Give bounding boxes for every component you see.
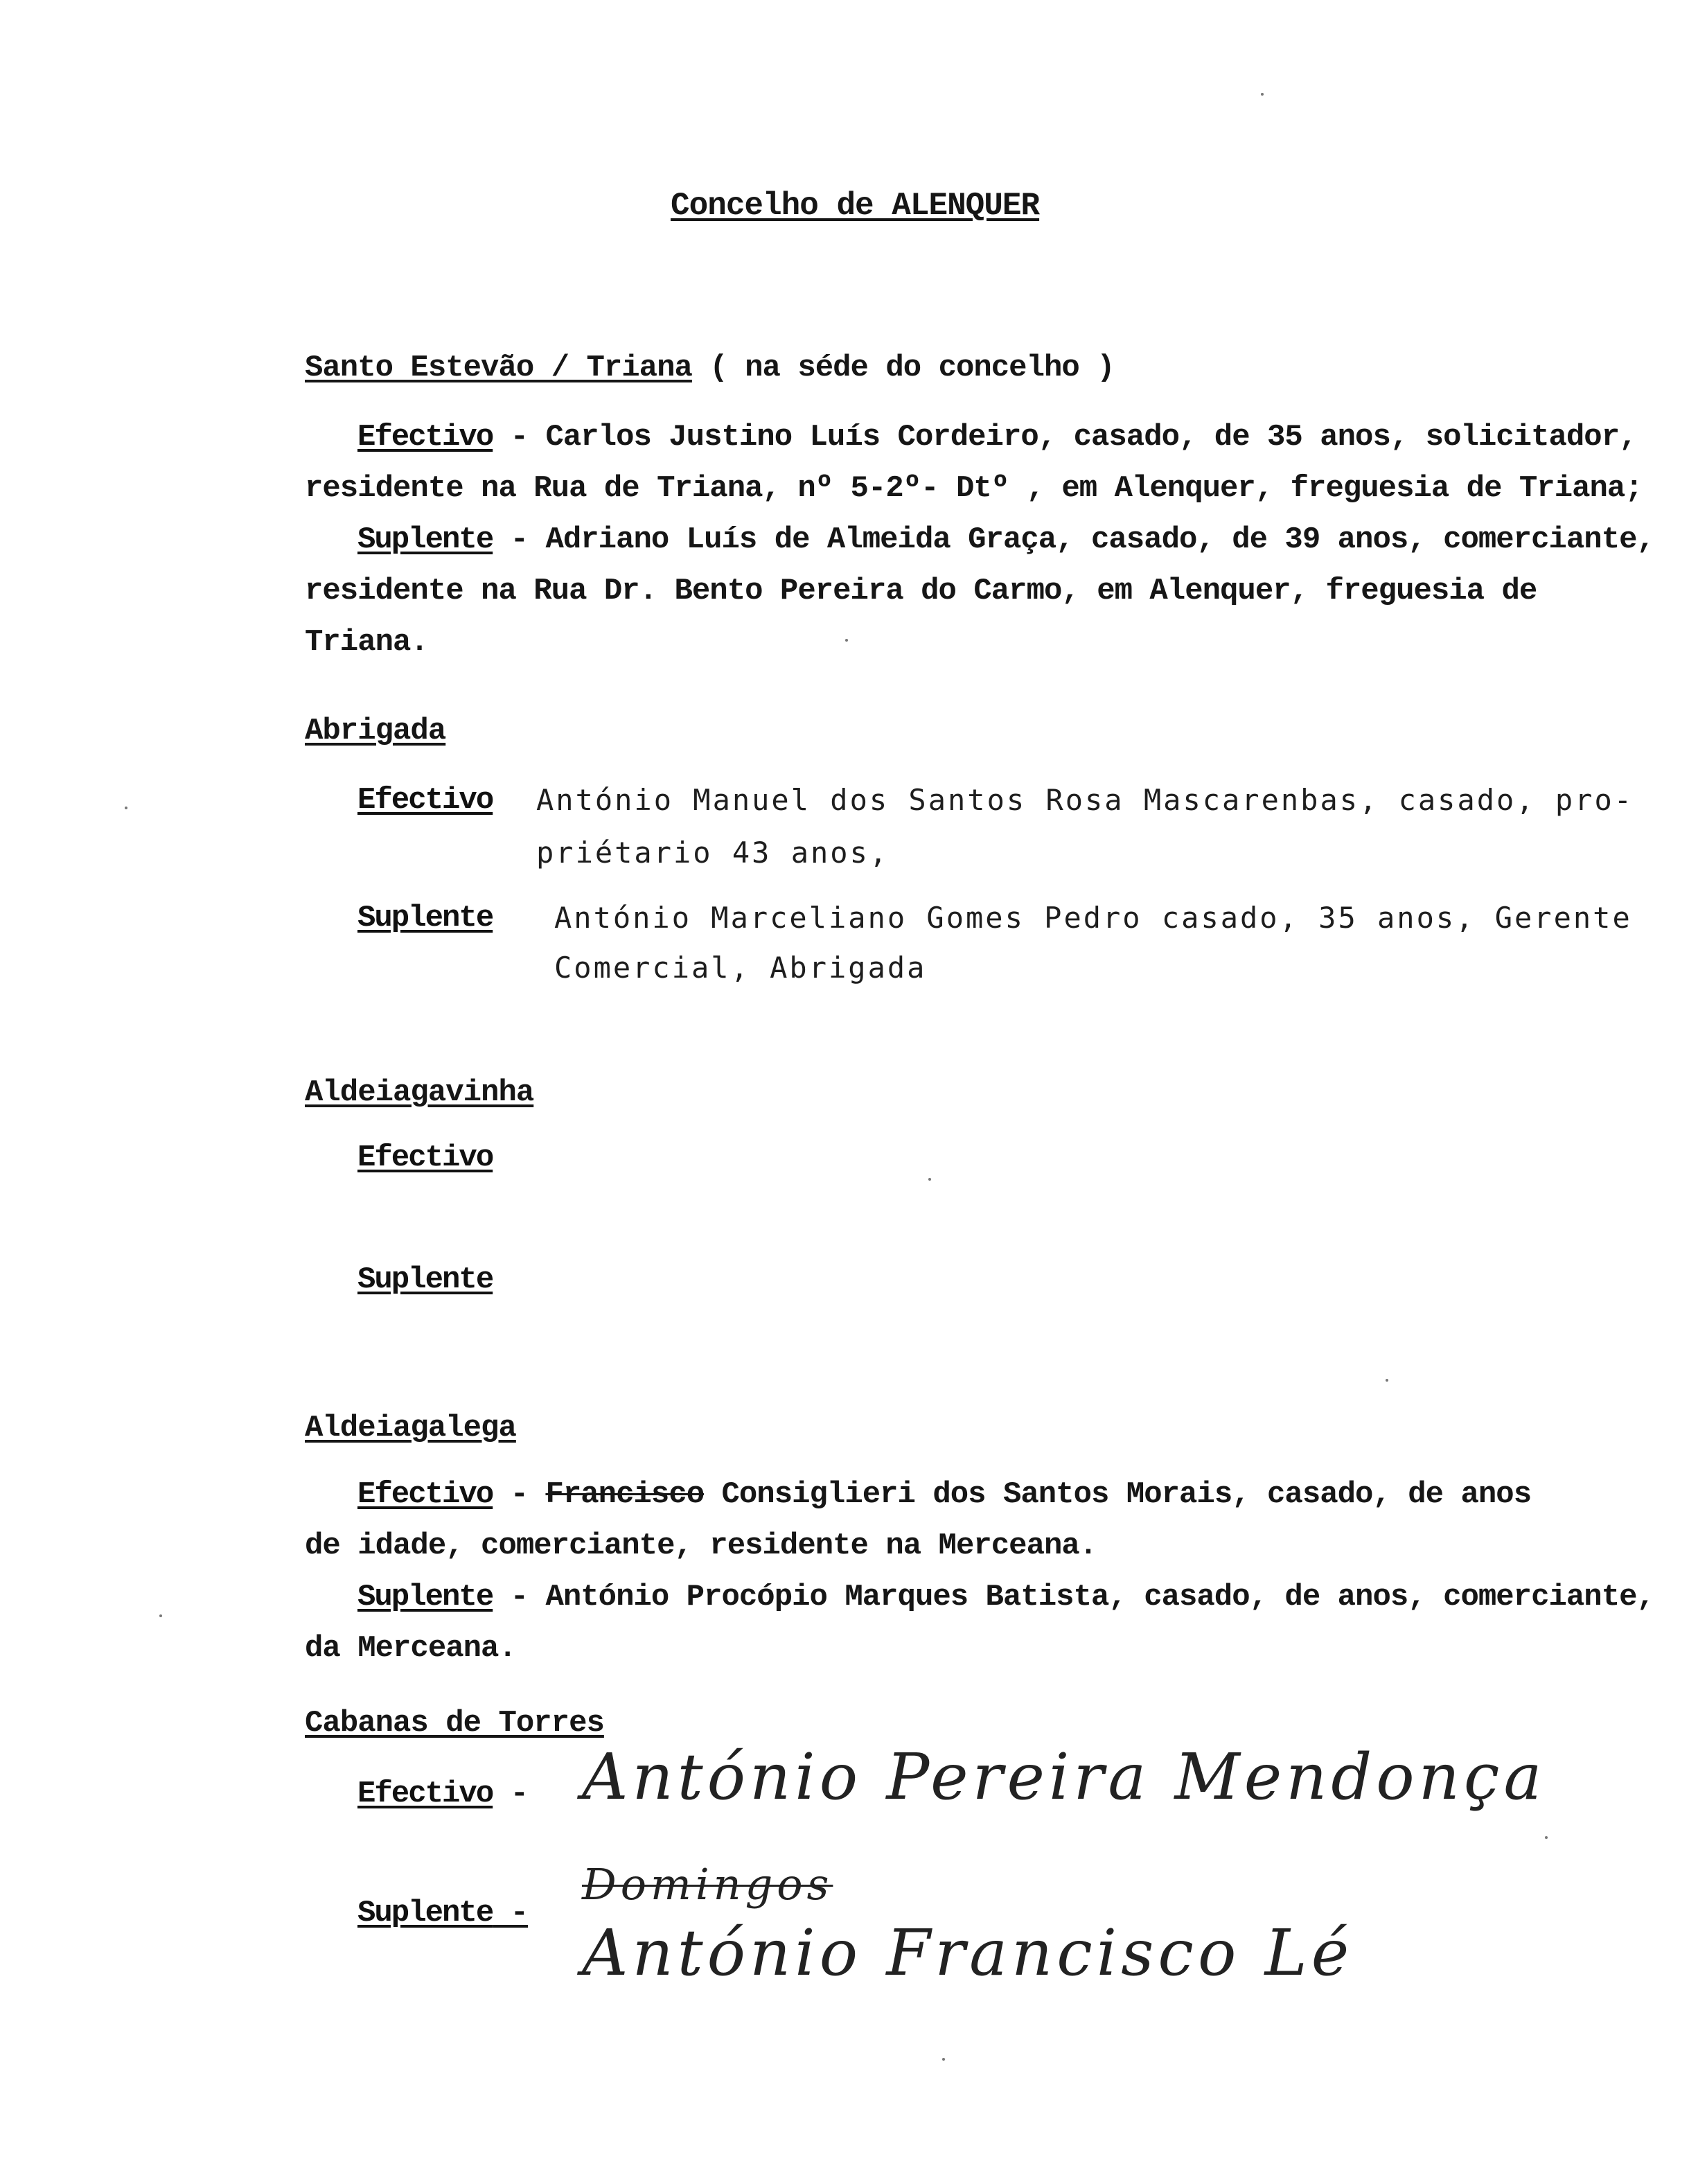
efectivo-struck-name: Francisco [545, 1477, 705, 1512]
suplente-line-3: Triana. [305, 625, 428, 660]
section-heading-line [305, 344, 1115, 392]
efectivo-line [357, 1770, 528, 1818]
section-heading: Abrigada [305, 714, 446, 748]
efectivo-text: - Carlos Justino Luís Cordeiro, casado, de 35 anos, solicitador, [493, 420, 1637, 455]
suplente-struck-handwritten: Domingos [582, 1859, 833, 1910]
efectivo-line-1 [357, 413, 1637, 461]
suplente-line-1 [357, 1573, 1654, 1621]
scan-speck [1545, 1836, 1548, 1839]
suplente-label: Suplente [357, 522, 493, 557]
efectivo-label: Efectivo [357, 420, 493, 455]
efectivo-line-1 [357, 1470, 1531, 1519]
scan-speck [125, 807, 127, 809]
suplente-text: - António Procópio Marques Batista, casado, de anos, comerciante, [493, 1580, 1654, 1614]
suplente-text-line-2: Comercial, Abrigada [554, 951, 927, 985]
section-heading: Aldeiagalega [305, 1411, 516, 1445]
scan-speck [159, 1614, 162, 1617]
efectivo-text: Consiglieri dos Santos Morais, casado, de anos [704, 1477, 1532, 1512]
efectivo-label: Efectivo [357, 1477, 493, 1512]
suplente-label: Suplente [357, 901, 493, 935]
suplente-text: - Adriano Luís de Almeida Graça, casado, de 39 anos, comerciante, [493, 522, 1654, 557]
section-heading: Santo Estevão / Triana [305, 351, 692, 385]
suplente-label: Suplente [357, 1580, 493, 1614]
scan-speck [942, 2058, 945, 2061]
efectivo-line-2: residente na Rua de Triana, nº 5-2º- Dtº , em Alenquer, freguesia de Triana; [305, 471, 1643, 506]
efectivo-label: Efectivo [357, 1141, 493, 1175]
suplente-line [357, 1889, 528, 1937]
efectivo-text-line-2: priétario 43 anos, [536, 836, 890, 870]
suplente-line-2: da Merceana. [305, 1631, 516, 1666]
efectivo-text-line-1: António Manuel dos Santos Rosa Mascarenbas, casado, pro- [536, 783, 1634, 817]
suplente-line-2: residente na Rua Dr. Bento Pereira do Carmo, em Alenquer, freguesia de [305, 574, 1537, 608]
document-title: Concelho de ALENQUER [671, 188, 1040, 224]
suplente-line-1 [357, 516, 1654, 564]
efectivo-dash: - [493, 1477, 546, 1512]
suplente-text-line-1: António Marceliano Gomes Pedro casado, 35 anos, Gerente [554, 901, 1632, 935]
scan-speck [1386, 1379, 1388, 1382]
scan-speck [1261, 93, 1264, 96]
suplente-label: Suplente [357, 1262, 493, 1297]
section-heading: Aldeiagavinha [305, 1075, 534, 1110]
efectivo-line-2: de idade, comerciante, residente na Merceana. [305, 1529, 1097, 1563]
section-heading: Cabanas de Torres [305, 1706, 604, 1741]
scan-speck [928, 1178, 931, 1181]
suplente-handwritten-name: António Francisco Lé [582, 1916, 1354, 1990]
suplente-label: Suplente [357, 1896, 493, 1930]
section-heading-note: ( na séde do concelho ) [691, 351, 1115, 385]
efectivo-dash: - [493, 1777, 529, 1811]
efectivo-handwritten-name: António Pereira Mendonça [582, 1740, 1546, 1814]
efectivo-label: Efectivo [357, 1777, 493, 1811]
efectivo-label: Efectivo [357, 783, 493, 818]
suplente-dash: - [493, 1896, 529, 1930]
scan-speck [845, 639, 848, 642]
